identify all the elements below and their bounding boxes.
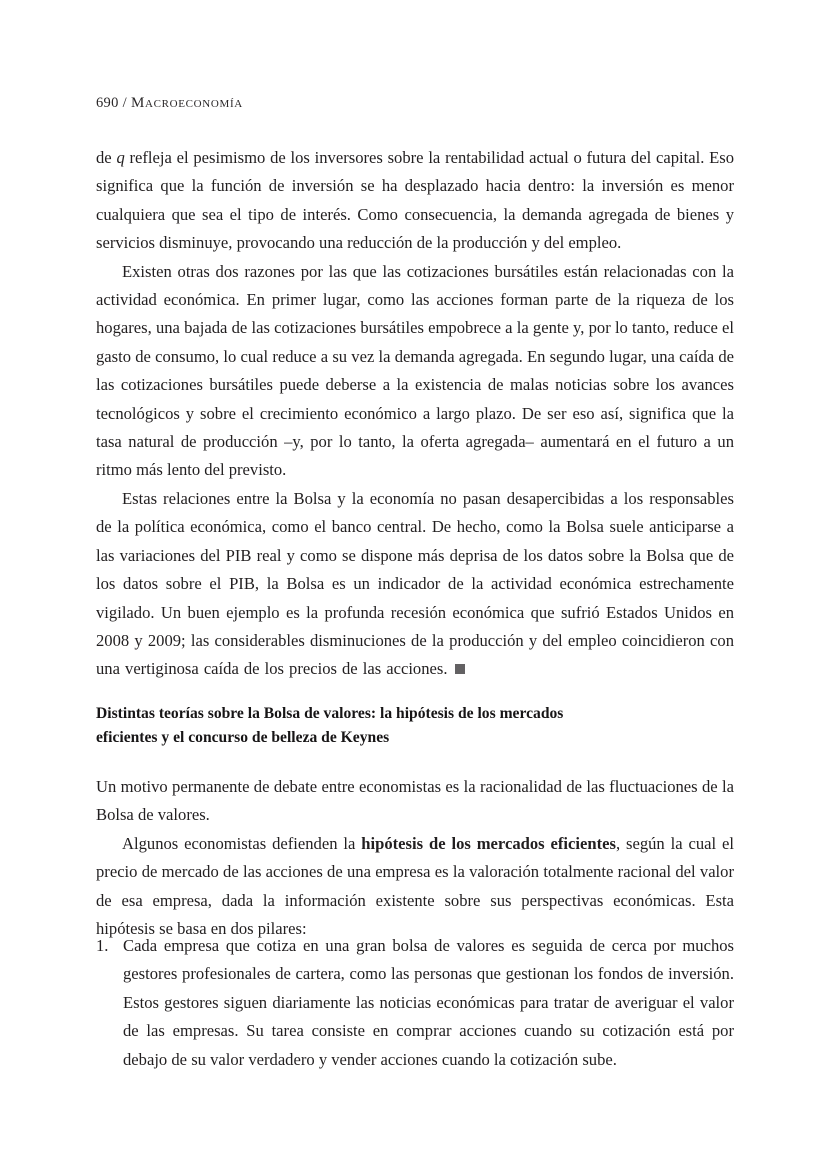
running-head — [96, 95, 243, 112]
efficient-markets-hypothesis-term: hipótesis de los mercados eficientes — [361, 833, 616, 853]
section-paragraph-two-after: , según la cual el precio de mercado de las acciones de una empresa es la valoración totalmente racional del valor de esa empresa, dada la información existente sobre sus perspectivas económicas. Esta hipótesis se basa en dos pilares: — [96, 833, 735, 939]
section-heading — [96, 702, 736, 750]
running-head-book-title: Macroeconomía — [130, 95, 243, 111]
paragraph-continuation — [96, 144, 734, 258]
list-item — [96, 932, 734, 1074]
paragraph-three — [96, 485, 734, 684]
paragraph-lead-text: de — [96, 148, 117, 167]
end-of-section-square-icon — [455, 664, 465, 674]
list-item-marker: 1. — [96, 936, 109, 955]
numbered-list — [96, 932, 734, 1074]
list-item-text: Cada empresa que cotiza en una gran bolsa de valores es seguida de cerca por muchos gestores profesionales de cartera, como las personas que gestionan los fondos de inversión. Estos gestores siguen diariamente las noticias económicas para tratar de averiguar el valor de las empresas. Su tarea consiste en comprar acciones cuando su cotización está por debajo de su valor verdadero y vender acciones cuando la cotización sube. — [123, 936, 734, 1069]
page-folio-number: 690 — [96, 95, 119, 111]
section-heading-line-2: eficientes y el concurso de belleza de Keynes — [96, 729, 390, 746]
paragraph-remainder-text: refleja el pesimismo de los inversores sobre la rentabilidad actual o futura del capital. Eso significa que la función de inversión se ha desplazado hacia dentro: la inversión es menor cualquiera que sea el tipo de interés. Como consecuencia, la demanda agregada de bienes y servicios disminuye, provocando una reducción de la producción y del empleo. — [96, 148, 735, 253]
body-text-block — [96, 144, 734, 684]
paragraph-three-text: Estas relaciones entre la Bolsa y la economía no pasan desapercibidas a los responsables de la política económica, como el banco central. De hecho, como la Bolsa suele anticiparse a las variaciones del PIB real y como se dispone más deprisa de los datos sobre la Bolsa que de los datos sobre el PIB, la Bolsa es un indicador de la actividad económica estrechamente vigilado. Un buen ejemplo es la profunda recesión económica que sufrió Estados Unidos en 2008 y 2009; las considerables disminuciones de la producción y del empleo coincidieron con una vertiginosa caída de los precios de las acciones. — [96, 488, 734, 679]
section-body-block — [96, 773, 734, 943]
section-heading-line-1: Distintas teorías sobre la Bolsa de valores: la hipótesis de los mercados — [96, 705, 564, 722]
paragraph-two: Existen otras dos razones por las que las cotizaciones bursátiles están relacionadas con la actividad económica. En primer lugar, como las acciones forman parte de la riqueza de los hogares, una bajada de las cotizaciones bursátiles empobrece a la gente y, por lo tanto, reduce el gasto de consumo, lo cual reduce a su vez la demanda agregada. En segundo lugar, una caída de las cotizaciones bursátiles puede deberse a la existencia de malas noticias sobre los avances tecnológicos y sobre el crecimiento económico a largo plazo. De ser eso así, significa que la tasa natural de producción –y, por lo tanto, la oferta agregada– aumentará en el futuro a un ritmo más lento del previsto. — [96, 261, 734, 480]
section-paragraph-two — [96, 830, 734, 944]
variable-q-italic: q — [116, 148, 125, 167]
running-head-separator: / — [122, 95, 127, 111]
section-paragraph-two-before: Algunos economistas defienden la — [122, 833, 362, 853]
section-paragraph-one: Un motivo permanente de debate entre economistas es la racionalidad de las fluctuaciones de la Bolsa de valores. — [96, 777, 734, 825]
